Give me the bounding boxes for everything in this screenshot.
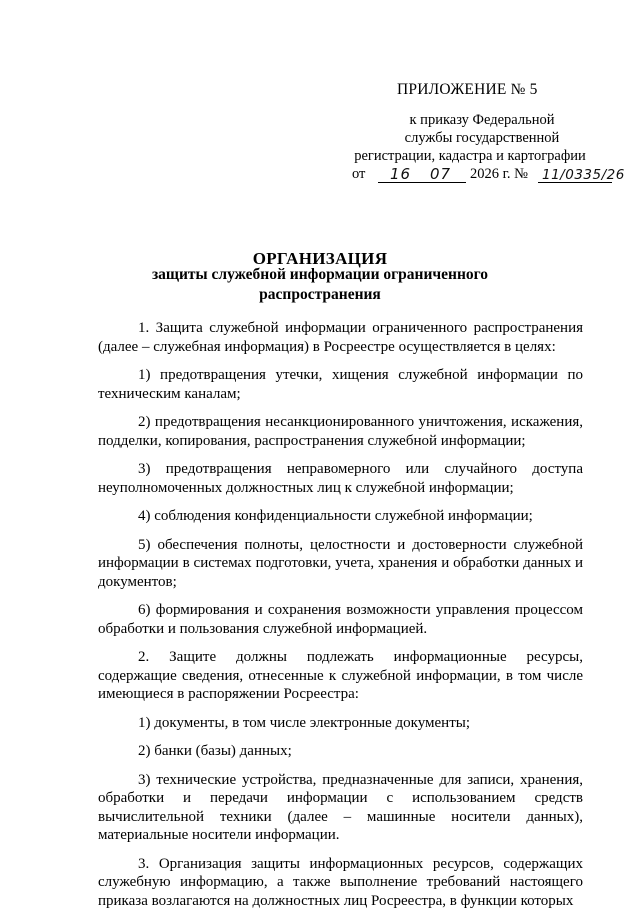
paragraph-5: 4) соблюдения конфиденциальности служебной информации; bbox=[138, 508, 533, 524]
appendix-order-line-1: к приказу Федеральной bbox=[409, 112, 555, 128]
appendix-number: ПРИЛОЖЕНИЕ № 5 bbox=[397, 81, 538, 98]
paragraph-12: 3. Организация защиты информационных ресурсов, содержащих служебную информацию, а также выполнение требований настоящего приказа возлагаются на должностных лиц Росреестра, в функции которых bbox=[98, 855, 583, 909]
document-subtitle-line-1: защиты служебной информации ограниченного bbox=[151, 266, 489, 283]
ref-year-label: 2026 г. № bbox=[470, 166, 529, 182]
paragraph-11: 3) технические устройства, предназначенные для записи, хранения, обработки и передачи информации с использованием средств вычислительной техники (далее – машинные носители данных), материальные носители информации. bbox=[98, 771, 583, 843]
order-reference bbox=[352, 163, 625, 185]
appendix-order-line-2: службы государственной bbox=[404, 130, 560, 146]
paragraph-2: 1) предотвращения утечки, хищения служебной информации по техническим каналам; bbox=[98, 367, 583, 402]
paragraph-10: 2) банки (базы) данных; bbox=[138, 743, 292, 759]
handwritten-order-number: 11/0335/26 bbox=[542, 167, 625, 183]
paragraph-4: 3) предотвращения неправомерного или случайного доступа неуполномоченных должностных лиц к служебной информации; bbox=[98, 461, 583, 496]
ref-from-label: от bbox=[352, 166, 366, 182]
paragraph-9: 1) документы, в том числе электронные документы; bbox=[138, 714, 470, 731]
appendix-order-line-3: регистрации, кадастра и картографии bbox=[354, 148, 586, 164]
document-title: ОРГАНИЗАЦИЯ bbox=[252, 249, 388, 268]
handwritten-month: 07 bbox=[430, 165, 452, 183]
paragraph-1: 1. Защита служебной информации ограниченного распространения (далее – служебная информация) в Росреестре осуществляется в целях: bbox=[98, 320, 583, 355]
paragraph-8: 2. Защите должны подлежать информационные ресурсы, содержащие сведения, отнесенные к служебной информации, в том числе имеющиеся в распоряжении Росреестра: bbox=[98, 649, 583, 702]
paragraph-7: 6) формирования и сохранения возможности управления процессом обработки и пользования служебной информацией. bbox=[98, 602, 583, 637]
document-body bbox=[98, 319, 583, 920]
handwritten-day: 16 bbox=[390, 165, 412, 183]
document-subtitle-line-2: распространения bbox=[259, 286, 381, 303]
paragraph-6: 5) обеспечения полноты, целостности и достоверности служебной информации в системах подготовки, учета, хранения и обработки данных и документов; bbox=[98, 536, 583, 590]
paragraph-3: 2) предотвращения несанкционированного уничтожения, искажения, подделки, копирования, распространения служебной информации; bbox=[98, 414, 583, 449]
